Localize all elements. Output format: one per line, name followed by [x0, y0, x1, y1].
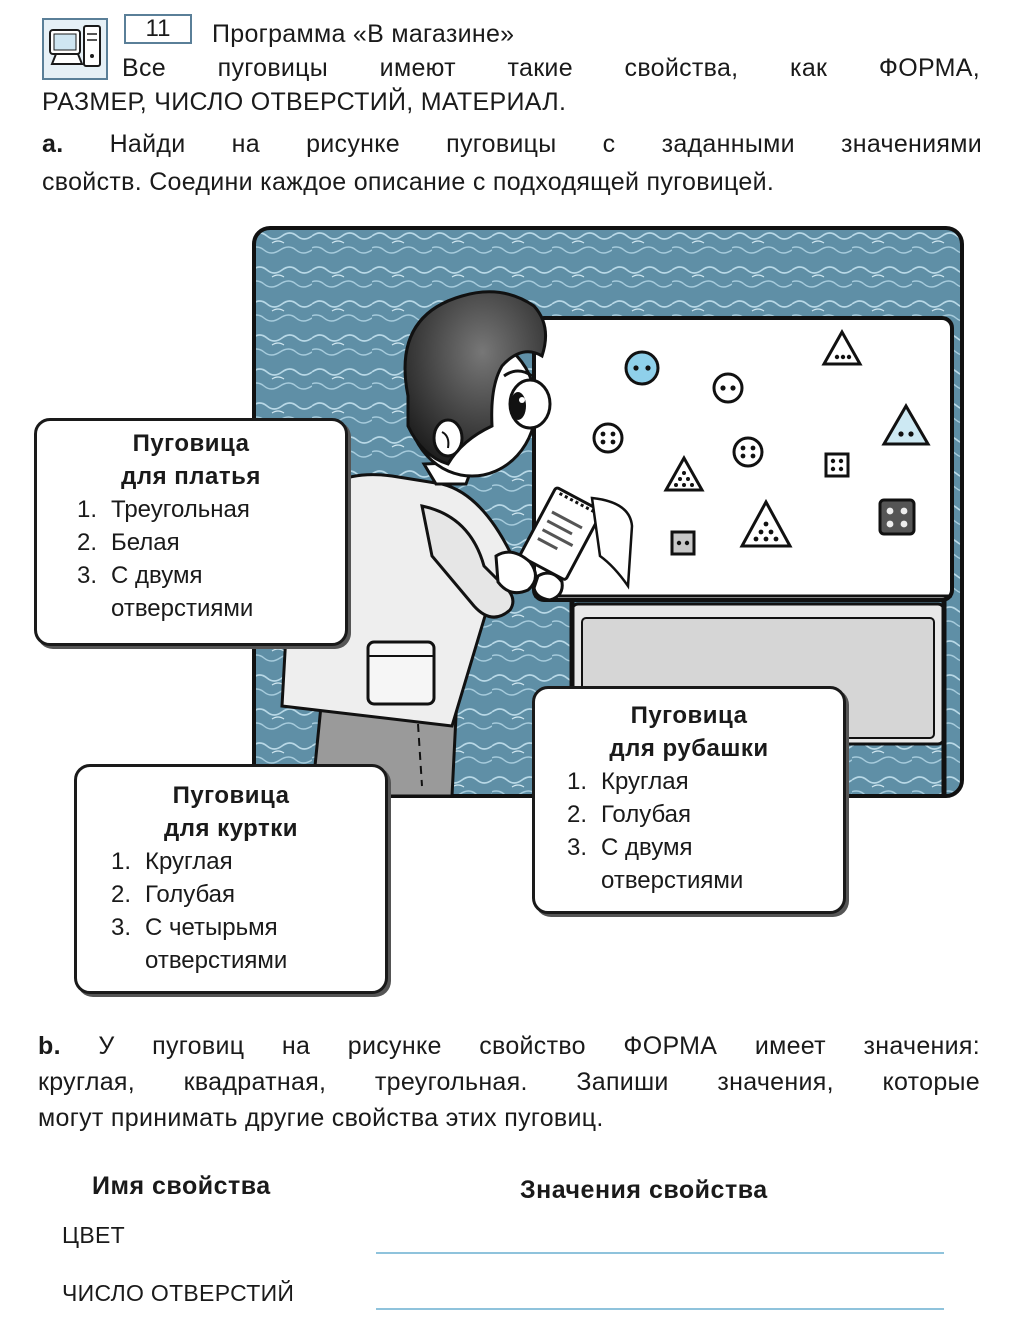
answer-line-holes[interactable] — [376, 1308, 944, 1310]
button-round-white-2-holes — [714, 374, 742, 402]
intro-line-2: РАЗМЕР, ЧИСЛО ОТВЕРСТИЙ, МАТЕРИАЛ. — [42, 88, 567, 116]
part-a-letter: a. — [42, 130, 64, 158]
card-shirt — [532, 686, 846, 914]
part-b-letter: b. — [38, 1032, 61, 1060]
part-b-line-1 — [38, 1030, 980, 1063]
column-property-name: Имя свойства — [92, 1172, 271, 1200]
card-jacket-title-2: для куртки — [163, 815, 299, 842]
card-dress-title-1: Пуговица — [132, 430, 250, 457]
card-dress-item-2: 2. Белая — [77, 529, 180, 556]
button-round-blue-2-holes — [626, 352, 658, 384]
card-shirt-item-2: 2. Голубая — [567, 801, 692, 828]
property-holes-label: ЧИСЛО ОТВЕРСТИЙ — [62, 1280, 295, 1306]
part-a-line-2: свойств. Соедини каждое описание с подходящей пуговицей. — [42, 168, 775, 196]
card-jacket-title-1: Пуговица — [172, 782, 290, 809]
button-square-white-4-holes — [826, 454, 848, 476]
intro-line-1: Все пуговицы имеют такие свойства, как ФОРМА, — [122, 54, 980, 82]
program-title: Программа «В магазине» — [212, 20, 515, 48]
column-property-values: Значения свойства — [520, 1176, 768, 1204]
button-round-white-4-holes-2 — [734, 438, 762, 466]
card-shirt-item-1: 1. Круглая — [567, 768, 689, 795]
answer-line-color[interactable] — [376, 1252, 944, 1254]
part-a-text-1: Найди на рисунке пуговицы с заданными значениями — [109, 130, 982, 158]
button-square-grey-2-holes — [672, 532, 694, 554]
card-jacket-item-2: 2. Голубая — [111, 881, 236, 908]
card-shirt-title-1: Пуговица — [630, 702, 748, 729]
card-dress-title-2: для платья — [121, 463, 261, 490]
card-jacket-item-1: 1. Круглая — [111, 848, 233, 875]
part-b-line-3: могут принимать другие свойства этих пуговиц. — [38, 1104, 604, 1132]
card-shirt-item-3: 3. С двумя отверстиями — [567, 834, 744, 894]
computer-icon — [42, 18, 108, 80]
card-dress-item-3: 3. С двумя отверстиями — [77, 562, 254, 622]
exercise-number: 11 — [124, 14, 192, 44]
part-b-text-1: У пуговиц на рисунке свойство ФОРМА имеет значения: — [98, 1032, 981, 1060]
card-shirt-title-2: для рубашки — [609, 735, 769, 762]
part-a-line-1 — [42, 128, 982, 161]
card-dress-item-1: 1. Треугольная — [77, 496, 250, 523]
card-jacket — [74, 764, 388, 994]
part-b-line-2: круглая, квадратная, треугольная. Запиши значения, которые — [38, 1068, 980, 1096]
button-round-white-4-holes — [594, 424, 622, 452]
property-color-label: ЦВЕТ — [62, 1222, 125, 1248]
card-dress — [34, 418, 348, 646]
card-jacket-item-3: 3. С четырьмя отверстиями — [111, 914, 288, 974]
button-square-dark-4-holes — [880, 500, 914, 534]
